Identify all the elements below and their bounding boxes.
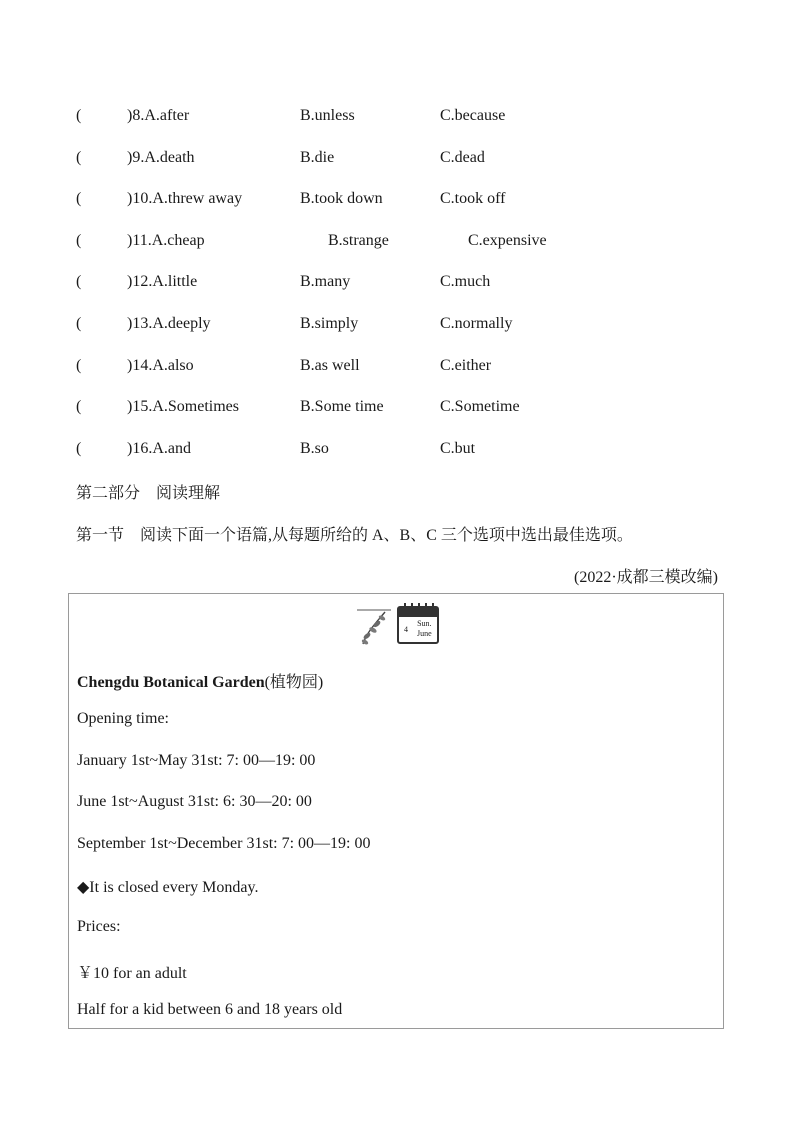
- schedule-item: January 1st~May 31st: 7: 00—19: 00: [77, 752, 316, 769]
- option-b: B.unless: [300, 107, 355, 124]
- price-item: ￥10 for an adult: [77, 965, 187, 982]
- price-item: Half for a kid between 6 and 18 years old: [77, 1001, 343, 1018]
- answer-blank[interactable]: (: [76, 315, 82, 332]
- notice-title-line: [77, 669, 323, 692]
- closed-note: ◆It is closed every Monday.: [77, 879, 259, 896]
- part-title: 第二部分 阅读理解: [76, 485, 221, 502]
- prices-label: Prices:: [77, 918, 121, 935]
- option-a: )12.A.little: [127, 273, 198, 290]
- option-a: )10.A.threw away: [127, 190, 243, 207]
- option-c: C.dead: [440, 149, 485, 166]
- source-note: (2022·成都三模改编): [574, 569, 718, 586]
- option-a: )13.A.deeply: [127, 315, 211, 332]
- schedule-item: September 1st~December 31st: 7: 00—19: 00: [77, 835, 371, 852]
- option-b: B.simply: [300, 315, 359, 332]
- answer-blank[interactable]: (: [76, 398, 82, 415]
- answer-blank[interactable]: (: [76, 190, 82, 207]
- option-b: B.Some time: [300, 398, 384, 415]
- option-c: C.normally: [440, 315, 513, 332]
- option-c: C.took off: [440, 190, 506, 207]
- answer-blank[interactable]: (: [76, 149, 82, 166]
- calendar-month: June: [417, 629, 432, 638]
- option-a: )15.A.Sometimes: [127, 398, 239, 415]
- schedule-item: June 1st~August 31st: 6: 30—20: 00: [77, 793, 312, 810]
- option-a: )16.A.and: [127, 440, 191, 457]
- notice-illustration: [355, 604, 445, 648]
- notice-box: [68, 593, 724, 1029]
- answer-blank[interactable]: (: [76, 357, 82, 374]
- option-b: B.took down: [300, 190, 383, 207]
- answer-blank[interactable]: (: [76, 232, 82, 249]
- section-instruction: 第一节 阅读下面一个语篇,从每题所给的 A、B、C 三个选项中选出最佳选项。: [76, 527, 633, 544]
- option-c: C.expensive: [468, 232, 547, 249]
- option-a: )8.A.after: [127, 107, 190, 124]
- option-c: C.but: [440, 440, 476, 457]
- notice-title-note: (植物园): [264, 674, 324, 691]
- answer-blank[interactable]: (: [76, 440, 82, 457]
- opening-label: Opening time:: [77, 710, 169, 727]
- option-c: C.because: [440, 107, 506, 124]
- calendar-weekday: Sun.: [417, 619, 432, 628]
- answer-blank[interactable]: (: [76, 273, 82, 290]
- option-a: )9.A.death: [127, 149, 195, 166]
- option-b: B.many: [300, 273, 351, 290]
- answer-blank[interactable]: (: [76, 107, 82, 124]
- option-c: C.Sometime: [440, 398, 520, 415]
- option-b: B.as well: [300, 357, 360, 374]
- option-a: )11.A.cheap: [127, 232, 205, 249]
- option-c: C.either: [440, 357, 492, 374]
- plant-branch-icon: [355, 604, 395, 648]
- option-b: B.die: [300, 149, 335, 166]
- option-b: B.strange: [328, 232, 389, 249]
- option-c: C.much: [440, 273, 491, 290]
- calendar-date-text: [417, 619, 432, 639]
- calendar-day: 4: [404, 625, 408, 634]
- calendar-icon: [397, 606, 439, 644]
- notice-title: Chengdu Botanical Garden: [77, 674, 265, 691]
- option-a: )14.A.also: [127, 357, 194, 374]
- option-b: B.so: [300, 440, 329, 457]
